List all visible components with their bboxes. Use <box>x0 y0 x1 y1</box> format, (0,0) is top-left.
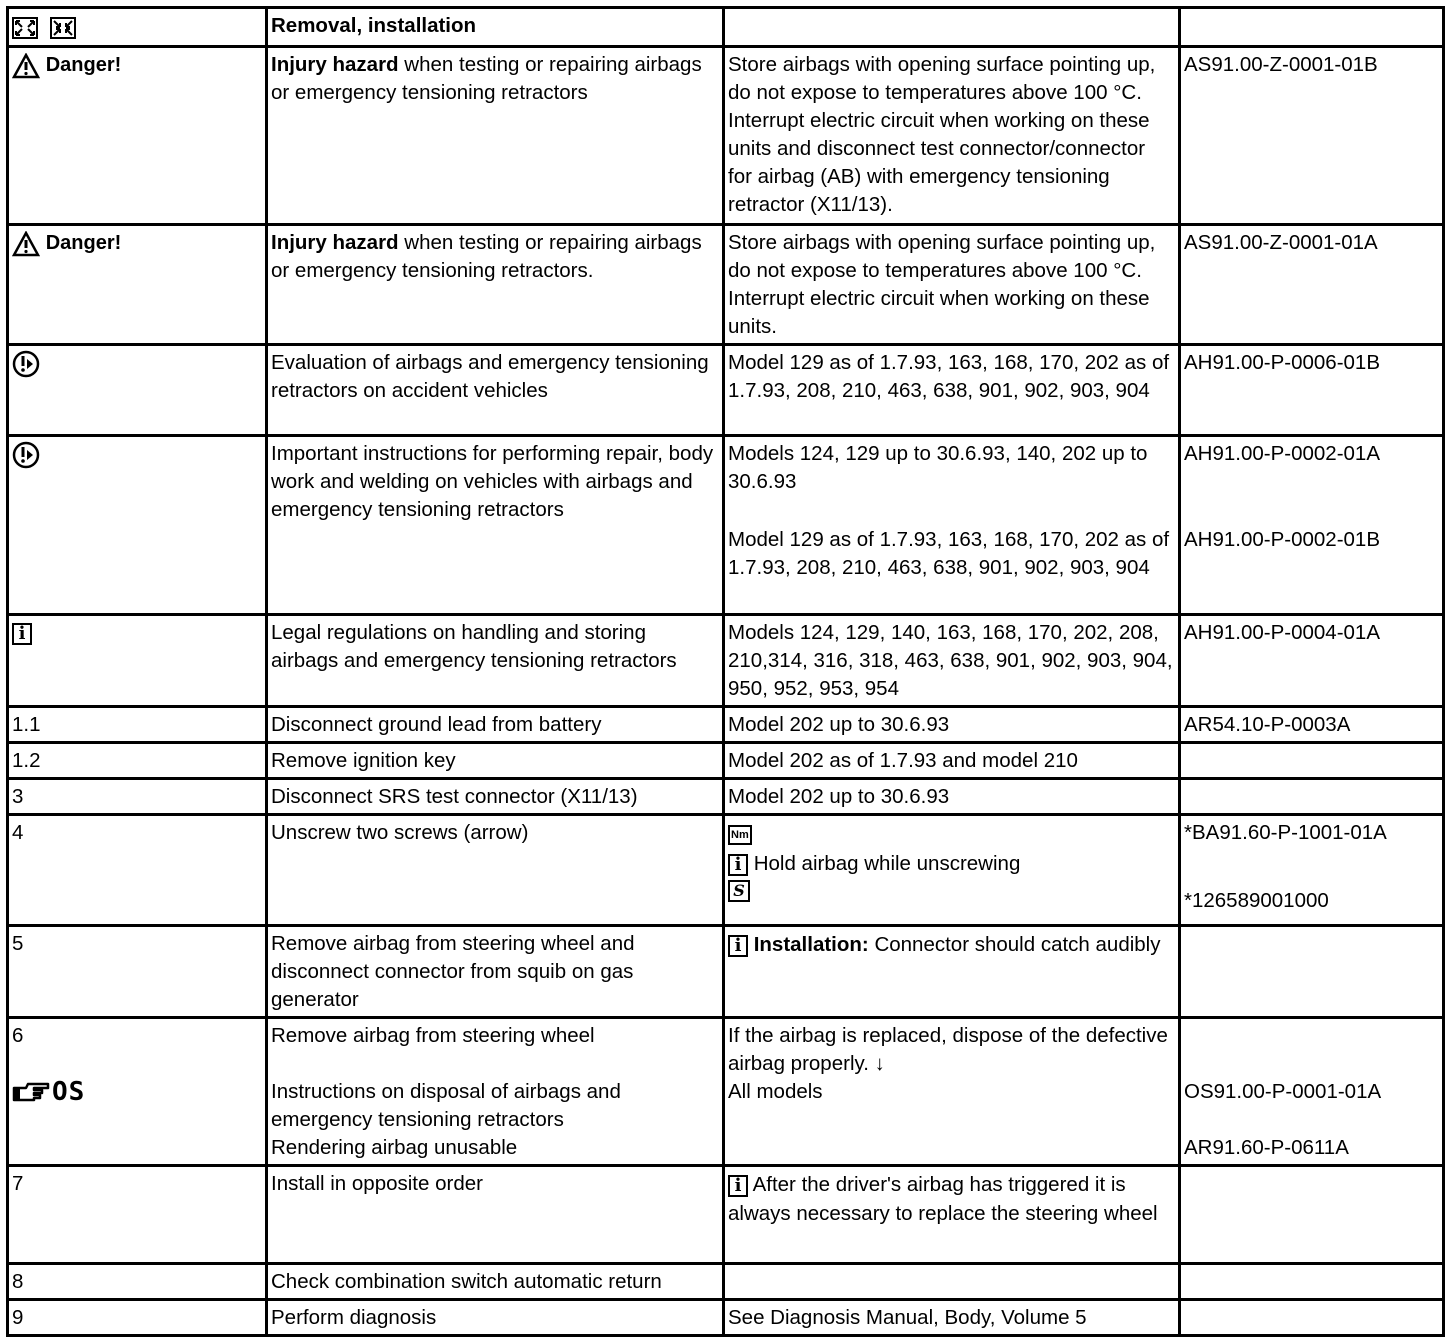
note-text: Evaluation of airbags and emergency tensioning retractors on accident vehicles <box>267 345 724 436</box>
step-number: 3 <box>8 779 267 815</box>
removal-icon <box>12 17 38 39</box>
info-icon: i <box>728 854 748 876</box>
note-details-b: Model 129 as of 1.7.93, 163, 168, 170, 202 as of 1.7.93, 208, 210, 463, 638, 901, 902, 903, 904 <box>728 528 1170 579</box>
step-text: Disconnect SRS test connector (X11/13) <box>267 779 724 815</box>
note-ref-cell <box>1180 436 1444 615</box>
warning-triangle-icon <box>12 53 40 79</box>
step-ref <box>1180 926 1444 1018</box>
note-ref-a: AH91.00-P-0002-01A <box>1184 442 1381 465</box>
step-row <box>8 926 1444 1018</box>
note-details: Models 124, 129, 140, 163, 168, 170, 202, 208, 210,314, 316, 318, 463, 638, 901, 902, 903, 904, 950, 952, 953, 954 <box>724 615 1180 707</box>
step-details-a: If the airbag is replaced, dispose of the defective airbag properly. ↓ <box>728 1024 1168 1075</box>
note-icon-cell <box>8 615 267 707</box>
note-details-a: Models 124, 129 up to 30.6.93, 140, 202 up to 30.6.93 <box>728 442 1148 493</box>
step-details: Model 202 as of 1.7.93 and model 210 <box>724 743 1180 779</box>
step-details-cell <box>724 1166 1180 1264</box>
step-details-cell <box>724 1018 1180 1166</box>
step-row <box>8 1300 1444 1336</box>
note-text: Legal regulations on handling and storing airbags and emergency tensioning retractors <box>267 615 724 707</box>
step-number: 1.2 <box>8 743 267 779</box>
note-details: Model 129 as of 1.7.93, 163, 168, 170, 202 as of 1.7.93, 208, 210, 463, 638, 901, 902, 903, 904 <box>724 345 1180 436</box>
step-details: See Diagnosis Manual, Body, Volume 5 <box>724 1300 1180 1336</box>
step-number: 6 <box>12 1024 24 1047</box>
step-text: Remove ignition key <box>267 743 724 779</box>
danger-ref: AS91.00-Z-0001-01B <box>1180 47 1444 225</box>
installation-icon <box>50 17 76 39</box>
step-number: 9 <box>8 1300 267 1336</box>
step-ref <box>1180 779 1444 815</box>
step-text: Check combination switch automatic return <box>267 1264 724 1300</box>
step-text: Remove airbag from steering wheel and disconnect connector from squib on gas generator <box>267 926 724 1018</box>
step-row <box>8 707 1444 743</box>
step-ref-b: OS91.00-P-0001-01A <box>1184 1080 1382 1103</box>
step-row <box>8 1166 1444 1264</box>
step-ref-cell <box>1180 815 1444 926</box>
step-details-b: All models <box>728 1080 823 1103</box>
info-icon: i <box>12 623 32 645</box>
installation-label: Installation: <box>753 933 869 956</box>
step-text-c: Rendering airbag unusable <box>271 1136 518 1159</box>
step-number: 8 <box>8 1264 267 1300</box>
note-text: Important instructions for performing repair, body work and welding on vehicles with airbags and emergency tensioning retractors <box>267 436 724 615</box>
step-text-a: Remove airbag from steering wheel <box>271 1024 595 1047</box>
note-icon-cell <box>8 345 267 436</box>
step-ref <box>1180 1300 1444 1336</box>
danger-row <box>8 47 1444 225</box>
step-text: Unscrew two screws (arrow) <box>267 815 724 926</box>
step-details: Model 202 up to 30.6.93 <box>724 779 1180 815</box>
hazard-cell <box>267 225 724 345</box>
danger-details: Store airbags with opening surface pointing up, do not expose to temperatures above 100 °C. Interrupt electric circuit when working on these units. <box>724 225 1180 345</box>
note-icon-cell <box>8 436 267 615</box>
step-details <box>724 1264 1180 1300</box>
step-number-cell <box>8 1018 267 1166</box>
hazard-text: when testing or repairing airbags or emergency tensioning retractors. <box>271 231 702 282</box>
document-page <box>6 6 1442 1329</box>
hazard-bold: Injury hazard <box>271 53 399 76</box>
step-text: Install in opposite order <box>267 1166 724 1264</box>
danger-details: Store airbags with opening surface pointing up, do not expose to temperatures above 100 °C. Interrupt electric circuit when working on these units and disconnect test connector/connector for airbag (AB) with emergency tensioning retractor (X11/13). <box>724 47 1180 225</box>
hazard-cell <box>267 47 724 225</box>
installation-text: Connector should catch audibly <box>868 933 1161 956</box>
step-number: 4 <box>8 815 267 926</box>
step-row <box>8 815 1444 926</box>
step-row <box>8 1018 1444 1166</box>
os-label: OS <box>52 1077 86 1107</box>
danger-label-cell <box>8 47 267 225</box>
step-text: Disconnect ground lead from battery <box>267 707 724 743</box>
page-title: Removal, installation <box>267 8 724 47</box>
note-details-cell <box>724 436 1180 615</box>
notice-icon <box>12 350 40 378</box>
step-text-b: Instructions on disposal of airbags and emergency tensioning retractors <box>271 1080 621 1131</box>
hazard-text: when testing or repairing airbags or emergency tensioning retractors <box>271 53 702 104</box>
step-row <box>8 779 1444 815</box>
header-col3 <box>724 8 1180 47</box>
step-row <box>8 1264 1444 1300</box>
step-text-cell <box>267 1018 724 1166</box>
danger-label-cell <box>8 225 267 345</box>
step-ref-torque: *BA91.60-P-1001-01A <box>1184 821 1387 844</box>
note-row <box>8 436 1444 615</box>
step-details: Model 202 up to 30.6.93 <box>724 707 1180 743</box>
step-number: 7 <box>8 1166 267 1264</box>
step-number: 5 <box>8 926 267 1018</box>
header-row <box>8 8 1444 47</box>
header-col4 <box>1180 8 1444 47</box>
step-ref <box>1180 743 1444 779</box>
note-ref-b: AH91.00-P-0002-01B <box>1184 528 1381 551</box>
procedure-table <box>6 6 1445 1337</box>
header-icons-cell <box>8 8 267 47</box>
step-details: After the driver's airbag has triggered it is always necessary to replace the steering wheel <box>728 1173 1158 1225</box>
step-ref-c: AR91.60-P-0611A <box>1184 1136 1349 1159</box>
step-ref <box>1180 1166 1444 1264</box>
hazard-bold: Injury hazard <box>271 231 399 254</box>
danger-ref: AS91.00-Z-0001-01A <box>1180 225 1444 345</box>
danger-row <box>8 225 1444 345</box>
note-ref: AH91.00-P-0004-01A <box>1180 615 1444 707</box>
warning-triangle-icon <box>12 231 40 257</box>
danger-label: Danger! <box>45 232 122 254</box>
info-icon: i <box>728 1175 748 1197</box>
danger-label: Danger! <box>45 54 122 76</box>
info-icon: i <box>728 935 748 957</box>
step-ref-cell <box>1180 1018 1444 1166</box>
step-ref: AR54.10-P-0003A <box>1180 707 1444 743</box>
step-details-cell <box>724 926 1180 1018</box>
step-row <box>8 743 1444 779</box>
note-row <box>8 615 1444 707</box>
note-ref: AH91.00-P-0006-01B <box>1180 345 1444 436</box>
step-ref-tool: *126589001000 <box>1184 889 1329 912</box>
step-details-cell <box>724 815 1180 926</box>
step-ref <box>1180 1264 1444 1300</box>
notice-icon <box>12 441 40 469</box>
step-text: Perform diagnosis <box>267 1300 724 1336</box>
torque-icon <box>728 825 752 845</box>
step-number: 1.1 <box>8 707 267 743</box>
special-tool-icon: S <box>728 880 750 902</box>
torque-label: Nm <box>731 829 749 841</box>
pointing-hand-icon <box>12 1080 52 1104</box>
note-row <box>8 345 1444 436</box>
step-info-text: Hold airbag while unscrewing <box>753 852 1021 875</box>
